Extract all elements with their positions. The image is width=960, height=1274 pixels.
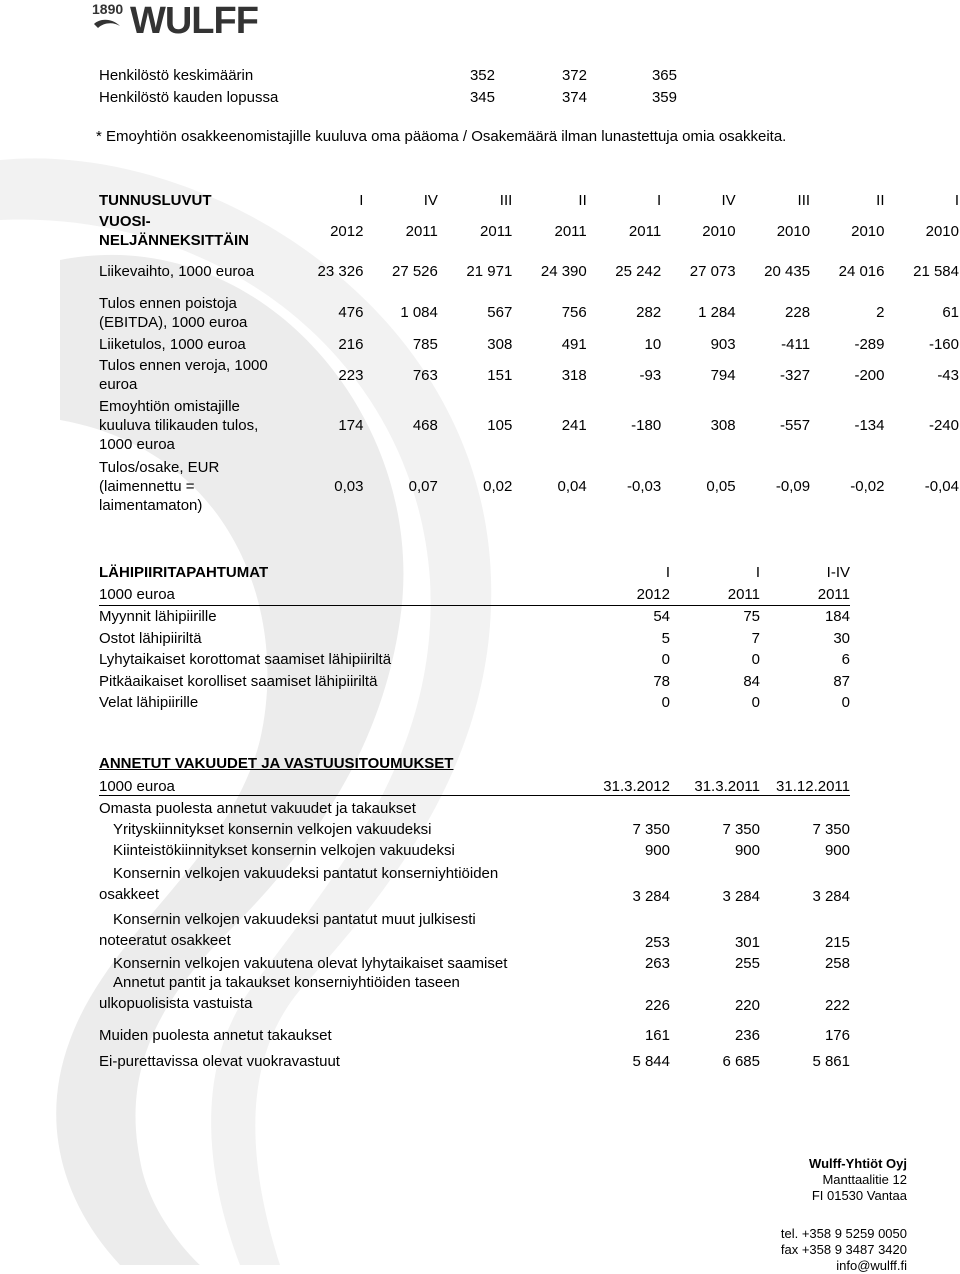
cell: 30 xyxy=(833,629,850,647)
cell: 27 526 xyxy=(391,263,438,280)
table-row xyxy=(99,1044,850,1070)
period-label: I xyxy=(665,564,670,582)
footnote: * Emoyhtiön osakkeenomistajille kuuluva oma pääoma / Osakemäärä ilman lunastettuja omia osakkeita. xyxy=(96,128,787,145)
quarter-label: I xyxy=(954,191,959,209)
cell: 87 xyxy=(833,672,850,690)
cell: 61 xyxy=(942,304,959,321)
cell: 468 xyxy=(412,417,438,434)
year-label: 2011 xyxy=(480,222,513,240)
year-label: 2012 xyxy=(580,584,670,606)
cell: 794 xyxy=(710,366,736,384)
row-label-line: Konsernin velkojen vakuudeksi pantatut muut julkisesti xyxy=(113,911,476,928)
row-label-line: Konsernin velkojen vakuudeksi pantatut konserniyhtiöiden xyxy=(113,865,499,882)
cell: 84 xyxy=(743,672,760,690)
table-row xyxy=(99,628,850,650)
year-label: 2010 xyxy=(851,222,885,240)
row-label: Tulos ennen veroja, 1000 euroa xyxy=(99,357,268,393)
section-row xyxy=(99,796,850,818)
cell: -327 xyxy=(780,366,811,384)
company-name: Wulff-Yhtiöt Oyj xyxy=(809,1156,907,1171)
quarter-label: II xyxy=(578,191,587,209)
cell: 263 xyxy=(644,955,670,972)
table-row xyxy=(99,671,850,693)
cell: 216 xyxy=(338,335,364,353)
row-label-line: Annetut pantit ja takaukset konserniyhtiöiden taseen xyxy=(113,974,460,991)
year-label: 2010 xyxy=(702,222,736,240)
row-label: Velat lähipiirille xyxy=(99,694,199,712)
quarter-label: II xyxy=(876,191,885,209)
quarter-label: I xyxy=(359,191,364,209)
cell: 24 390 xyxy=(540,263,587,280)
cell: 756 xyxy=(561,304,587,321)
row-label: Tulos ennen poistoja (EBITDA), 1000 euroa xyxy=(99,294,248,331)
table-row xyxy=(99,951,850,972)
cell: 3 284 xyxy=(812,888,850,905)
cell: 308 xyxy=(710,417,736,434)
cell: 10 xyxy=(644,335,662,353)
cell: 3 284 xyxy=(722,888,760,905)
cell: 301 xyxy=(734,934,760,951)
cell: 0,07 xyxy=(408,477,438,495)
cell: 2 xyxy=(876,304,885,321)
row-label-line: noteeratut osakkeet xyxy=(99,932,231,949)
street-address: Manttaalitie 12 xyxy=(822,1172,907,1187)
city-address: FI 01530 Vantaa xyxy=(811,1188,907,1203)
personnel-label: Henkilöstö kauden lopussa xyxy=(99,89,279,106)
annetut-date-row xyxy=(99,774,850,796)
cell: -93 xyxy=(639,366,662,384)
table-row xyxy=(99,606,850,628)
row-label: Ostot lähipiiriltä xyxy=(99,629,202,647)
table-row xyxy=(99,1014,850,1044)
cell: 0 xyxy=(841,694,850,712)
table-row xyxy=(99,355,959,395)
section-label: Omasta puolesta annetut vakuudet ja takaukset xyxy=(99,800,416,817)
cell: 161 xyxy=(644,1027,670,1044)
cell: 6 xyxy=(841,651,850,669)
tunnusluvut-quarter-row xyxy=(99,189,959,211)
cell: 318 xyxy=(561,366,587,384)
cell: -411 xyxy=(781,335,811,353)
email-link[interactable]: info@wulff.fi xyxy=(836,1258,907,1273)
cell: 282 xyxy=(636,304,662,321)
cell: 1 284 xyxy=(698,304,736,321)
cell: -0,09 xyxy=(775,477,811,495)
cell: 5 844 xyxy=(632,1053,670,1070)
cell: 255 xyxy=(734,955,760,972)
cell: 176 xyxy=(824,1027,850,1044)
table-row xyxy=(99,817,850,838)
cell: 258 xyxy=(824,955,850,972)
personnel-value: 374 xyxy=(561,89,587,106)
tunnusluvut-year-row xyxy=(99,211,959,251)
annetut-title: ANNETUT VAKUUDET JA VASTUUSITOUMUKSET xyxy=(99,755,454,772)
cell: 236 xyxy=(734,1027,760,1044)
personnel-value: 359 xyxy=(651,89,677,106)
cell: 308 xyxy=(487,335,513,353)
quarter-label: III xyxy=(797,191,811,209)
cell: 25 242 xyxy=(615,263,662,280)
cell: 21 971 xyxy=(466,263,513,280)
year-label: 2010 xyxy=(925,222,959,240)
cell: 253 xyxy=(644,934,670,951)
unit-label: 1000 euroa xyxy=(99,584,580,606)
personnel-value: 345 xyxy=(469,89,495,106)
cell: -180 xyxy=(631,417,662,434)
svg-text:1890: 1890 xyxy=(92,1,124,17)
cell: 7 350 xyxy=(812,821,850,838)
cell: 223 xyxy=(338,366,364,384)
year-label: 2010 xyxy=(776,222,811,240)
cell: 222 xyxy=(824,997,850,1014)
cell: -160 xyxy=(928,335,959,353)
fax: fax +358 9 3487 3420 xyxy=(780,1242,907,1257)
cell: -200 xyxy=(854,366,885,384)
cell: 215 xyxy=(824,934,850,951)
year-label: 2012 xyxy=(330,222,364,240)
cell: 241 xyxy=(561,417,587,434)
row-label: Liikevaihto, 1000 euroa xyxy=(99,263,255,280)
row-label: Liiketulos, 1000 euroa xyxy=(99,335,246,353)
cell: 226 xyxy=(644,997,670,1014)
cell: 105 xyxy=(487,417,513,434)
logo-year xyxy=(92,1,123,17)
table-row xyxy=(99,859,850,905)
cell: -0,04 xyxy=(924,477,959,495)
table-row xyxy=(99,905,850,951)
cell: -557 xyxy=(780,417,811,434)
row-label: Konsernin velkojen vakuutena olevat lyhytaikaiset saamiset xyxy=(113,955,508,972)
cell: 6 685 xyxy=(722,1053,760,1070)
personnel-value: 365 xyxy=(651,67,677,84)
year-label: 2011 xyxy=(760,584,850,606)
cell: 491 xyxy=(561,335,587,353)
cell: 476 xyxy=(338,304,364,321)
cell: 0,05 xyxy=(706,477,736,495)
cell: 785 xyxy=(412,335,438,353)
period-label: I xyxy=(755,564,760,582)
cell: 900 xyxy=(734,842,760,859)
cell: -0,02 xyxy=(850,477,885,495)
date-label: 31.12.2011 xyxy=(760,774,850,796)
tunnusluvut-table xyxy=(99,189,959,516)
quarter-label: IV xyxy=(721,191,736,209)
row-label: Pitkäaikaiset korolliset saamiset lähipiiriltä xyxy=(99,672,378,690)
cell: 0 xyxy=(751,694,760,712)
cell: -240 xyxy=(928,417,959,434)
quarter-label: IV xyxy=(423,191,438,209)
unit-label: 1000 euroa xyxy=(99,774,580,796)
period-label: I-IV xyxy=(826,564,850,582)
table-row xyxy=(99,456,959,516)
cell: -43 xyxy=(937,366,959,384)
table-row xyxy=(99,333,959,355)
cell: 27 073 xyxy=(689,263,736,280)
cell: 900 xyxy=(824,842,850,859)
table-row xyxy=(99,251,959,292)
cell: 903 xyxy=(710,335,736,353)
lahipiiri-table xyxy=(99,562,850,714)
row-label: Lyhytaikaiset korottomat saamiset lähipiiriltä xyxy=(99,651,392,669)
cell: 5 861 xyxy=(812,1053,850,1070)
row-label: Emoyhtiön omistajille kuuluva tilikauden tulos, 1000 euroa xyxy=(99,398,259,453)
row-label: Tulos/osake, EUR (laimennettu = laimentamaton) xyxy=(99,458,220,514)
tunnusluvut-subtitle: VUOSI-NELJÄNNEKSITTÄIN xyxy=(99,213,250,249)
cell: 228 xyxy=(785,304,811,321)
cell: 763 xyxy=(412,366,438,384)
cell: 7 350 xyxy=(722,821,760,838)
row-label: Yrityskiinnitykset konsernin velkojen vakuudeksi xyxy=(113,821,432,838)
cell: -289 xyxy=(854,335,885,353)
personnel-value: 372 xyxy=(561,67,587,84)
row-label: Muiden puolesta annetut takaukset xyxy=(99,1027,332,1044)
cell: 0 xyxy=(751,651,760,669)
table-row xyxy=(99,649,850,671)
cell: -134 xyxy=(854,417,885,434)
lahipiiri-year-row xyxy=(99,584,850,606)
cell: 3 284 xyxy=(632,888,670,905)
cell: -0,03 xyxy=(626,477,662,495)
cell: 174 xyxy=(338,417,364,434)
cell: 20 435 xyxy=(764,263,811,280)
row-label: Myynnit lähipiirille xyxy=(99,608,217,626)
cell: 151 xyxy=(487,366,513,384)
cell: 0 xyxy=(661,651,670,669)
cell: 7 350 xyxy=(632,821,670,838)
table-row xyxy=(99,292,959,333)
table-row xyxy=(99,838,850,859)
cell: 0,02 xyxy=(483,477,513,495)
cell: 567 xyxy=(487,304,513,321)
row-label xyxy=(99,859,580,905)
personnel-label: Henkilöstö keskimäärin xyxy=(99,67,254,84)
personnel-value: 352 xyxy=(469,67,495,84)
date-label: 31.3.2011 xyxy=(670,774,760,796)
table-row xyxy=(99,692,850,714)
cell: 54 xyxy=(653,608,670,626)
row-label-line: osakkeet xyxy=(99,886,160,903)
row-label: Ei-purettavissa olevat vuokravastuut xyxy=(99,1053,340,1070)
table-row xyxy=(99,972,850,1014)
table-row xyxy=(99,395,959,456)
tunnusluvut-title: TUNNUSLUVUT xyxy=(99,191,212,209)
wulff-logo xyxy=(90,0,350,40)
row-label: Kiinteistökiinnitykset konsernin velkojen vakuudeksi xyxy=(113,842,455,859)
cell: 184 xyxy=(824,608,850,626)
annetut-vakuudet-table xyxy=(99,753,850,1070)
cell: 7 xyxy=(751,629,760,647)
cell: 0,04 xyxy=(557,477,587,495)
date-label: 31.3.2012 xyxy=(580,774,670,796)
row-label xyxy=(99,972,580,1014)
year-label: 2011 xyxy=(628,222,662,240)
cell: 0 xyxy=(661,694,670,712)
year-label: 2011 xyxy=(405,222,438,240)
lahipiiri-title: LÄHIPIIRITAPAHTUMAT xyxy=(99,564,269,582)
cell: 24 016 xyxy=(838,263,885,280)
logo-name: WULFF xyxy=(130,0,258,40)
cell: 220 xyxy=(734,997,760,1014)
cell: 1 084 xyxy=(400,304,438,321)
row-label-line: ulkopuolisista vastuista xyxy=(99,995,253,1012)
cell: 0,03 xyxy=(334,477,364,495)
cell: 23 326 xyxy=(317,263,364,280)
year-label: 2011 xyxy=(670,584,760,606)
cell: 78 xyxy=(653,672,670,690)
cell: 5 xyxy=(661,629,670,647)
quarter-label: I xyxy=(657,191,662,209)
telephone: tel. +358 9 5259 0050 xyxy=(780,1226,907,1241)
row-label xyxy=(99,905,580,951)
quarter-label: III xyxy=(499,191,513,209)
cell: 21 584 xyxy=(913,263,959,280)
annetut-title-row xyxy=(99,753,850,774)
cell: 75 xyxy=(743,608,760,626)
lahipiiri-period-row xyxy=(99,562,850,584)
cell: 900 xyxy=(644,842,670,859)
contact-block xyxy=(781,1156,907,1274)
year-label: 2011 xyxy=(554,222,587,240)
